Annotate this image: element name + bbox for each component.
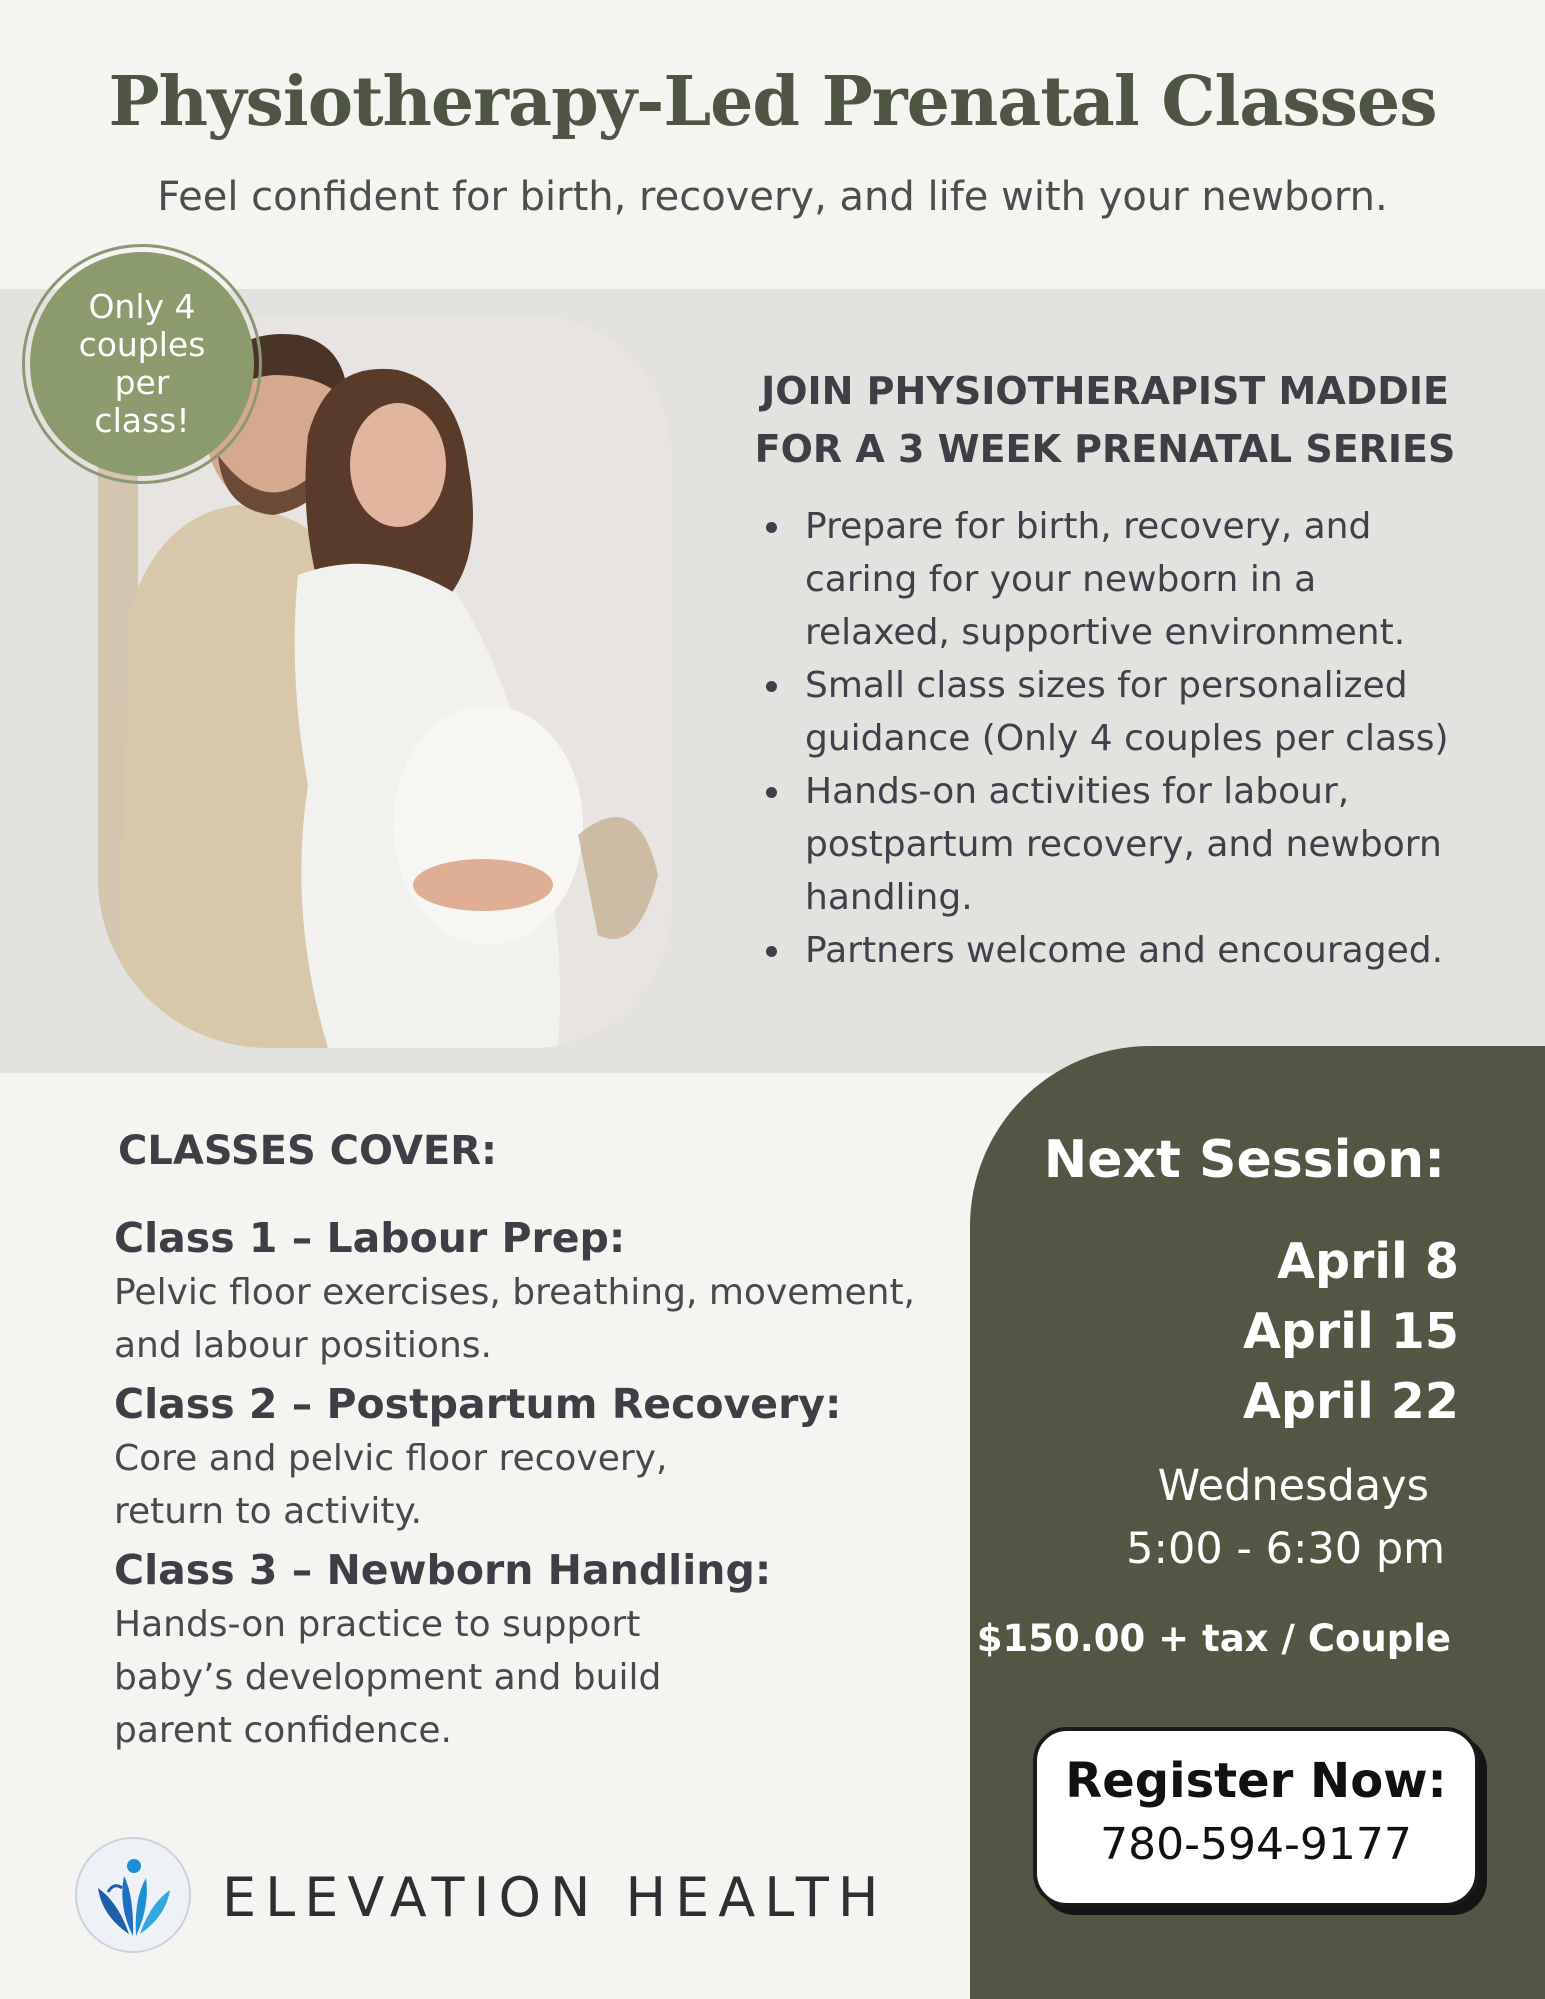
- session-date: April 8: [1277, 1233, 1459, 1290]
- bullet-item: Partners welcome and encouraged.: [760, 924, 1460, 977]
- classes-cover-heading: CLASSES COVER:: [118, 1128, 498, 1174]
- badge-text: Only 4 couples per class!: [78, 287, 206, 440]
- class-1-name: Class 1 – Labour Prep:: [114, 1214, 626, 1262]
- intro-title-line-1: JOIN PHYSIOTHERAPIST MADDIE: [761, 369, 1449, 413]
- class-list: [114, 1210, 974, 1761]
- class-3-name: Class 3 – Newborn Handling:: [114, 1546, 772, 1594]
- bullet-item: Prepare for birth, recovery, and caring for your newborn in a relaxed, supportive environment.: [760, 500, 1460, 659]
- session-price: $150.00 + tax / Couple: [976, 1617, 1451, 1660]
- intro-title-line-2: FOR A 3 WEEK PRENATAL SERIES: [754, 427, 1456, 471]
- session-time: 5:00 - 6:30 pm: [1126, 1524, 1445, 1574]
- intro-bullet-list: [760, 500, 1460, 977]
- register-box[interactable]: [1033, 1727, 1479, 1907]
- register-label: Register Now:: [1065, 1753, 1447, 1809]
- class-1-description: Pelvic floor exercises, breathing, movement, and labour positions.: [114, 1272, 915, 1366]
- session-dates: [970, 1227, 1545, 1437]
- class-2-description: Core and pelvic floor recovery, return to activity.: [114, 1438, 668, 1532]
- next-session-heading: Next Session:: [1043, 1130, 1445, 1190]
- register-phone[interactable]: 780-594-9177: [1100, 1819, 1412, 1870]
- session-date: April 15: [1242, 1303, 1459, 1360]
- bullet-item: Small class sizes for personalized guidance (Only 4 couples per class): [760, 659, 1460, 765]
- session-schedule: [970, 1455, 1545, 1581]
- intro-title: [745, 362, 1465, 478]
- page-subtitle: Feel confident for birth, recovery, and life with your newborn.: [157, 174, 1388, 220]
- session-date: April 22: [1242, 1373, 1459, 1430]
- bullet-item: Hands-on activities for labour, postpartum recovery, and newborn handling.: [760, 765, 1460, 924]
- class-3-description: Hands-on practice to support baby’s development and build parent confidence.: [114, 1604, 662, 1751]
- session-day: Wednesdays: [1157, 1461, 1429, 1511]
- brand-name: ELEVATION HEALTH: [222, 1866, 888, 1929]
- badge-circle: [30, 252, 254, 476]
- elevation-health-logo-icon: [74, 1836, 192, 1954]
- capacity-badge: [22, 244, 262, 484]
- page-title: Physiotherapy-Led Prenatal Classes: [108, 62, 1437, 142]
- class-2-name: Class 2 – Postpartum Recovery:: [114, 1380, 842, 1428]
